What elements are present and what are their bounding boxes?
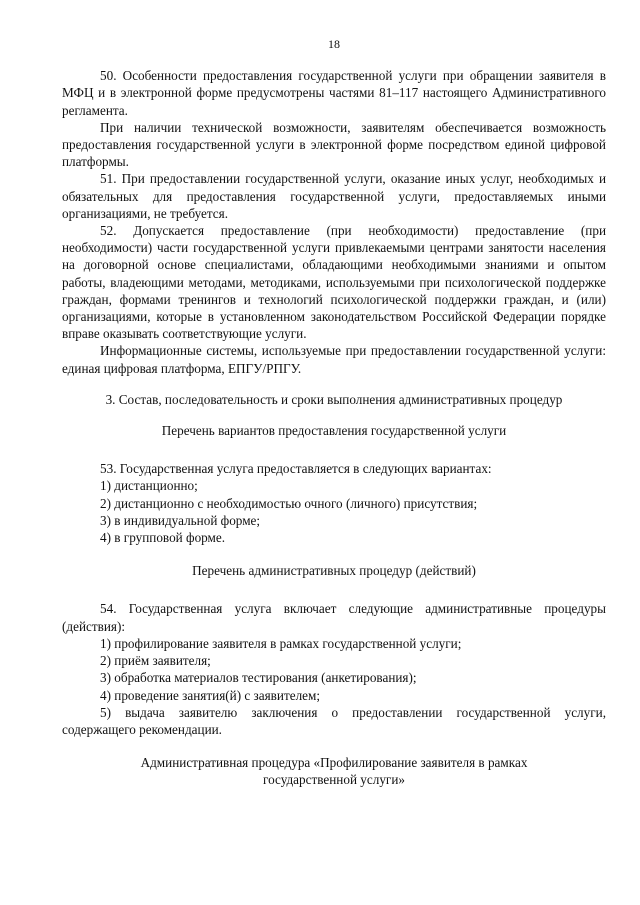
procedure-item: 2) приём заявителя;: [100, 653, 211, 669]
variant-item: 3) в индивидуальной форме;: [100, 512, 261, 528]
section-heading: 3. Состав, последовательность и сроки выполнения административных процедур: [105, 391, 563, 407]
paragraph-53: 53. Государственная услуга предоставляется в следующих вариантах:: [100, 461, 492, 477]
procedure-title-line1: Административная процедура «Профилирование заявителя в рамках: [140, 755, 528, 771]
paragraph-51: 51. При предоставлении государственной услуги, оказание иных услуг, необходимых и обязательных для предоставления государственной услуги, предоставляемых иными организациями, не требуется.: [62, 171, 606, 221]
procedure-item: 4) проведение занятия(й) с заявителем;: [100, 687, 321, 703]
paragraph-52: 52. Допускается предоставление (при необходимости) предоставление (при необходимости) части государственной услуги привлекаемыми центрами занятости населения на договорной основе специалистами, обладающими необходимыми знаниями и опытом работы, владеющими методами, методиками, используемыми при психологической поддержке граждан, формами тренингов и технологий психологической поддержки граждан, и (или) организациями, которые в установленном законодательством Российской Федерации порядке вправе оказывать соответствующие услуги.: [62, 223, 606, 342]
paragraph-50-tech: При наличии технической возможности, заявителям обеспечивается возможность предоставления государственной услуги в электронной форме посредством единой цифровой платформы.: [62, 119, 606, 170]
procedures-heading: Перечень административных процедур (действий): [192, 563, 476, 579]
variant-item: 4) в групповой форме.: [100, 530, 226, 546]
variant-item: 2) дистанционно с необходимостью очного (личного) присутствия;: [100, 495, 478, 511]
paragraph-info-systems: Информационные системы, используемые при предоставлении государственной услуги: единая цифровая платформа, ЕПГУ/РПГУ.: [62, 343, 606, 376]
procedure-title: [62, 754, 606, 788]
procedure-item: 3) обработка материалов тестирования (анкетирования);: [100, 670, 417, 686]
variants-heading: Перечень вариантов предоставления государственной услуги: [161, 423, 507, 439]
page-number: 18: [328, 37, 340, 51]
procedure-item: 5) выдача заявителю заключения о предоставлении государственной услуги, содержащего рекомендации.: [62, 704, 606, 737]
paragraph-54: 54. Государственная услуга включает следующие административные процедуры (действия):: [62, 601, 606, 634]
procedure-title-line2: государственной услуги»: [263, 772, 405, 788]
procedure-item: 1) профилирование заявителя в рамках государственной услуги;: [100, 635, 462, 651]
paragraph-50: 50. Особенности предоставления государственной услуги при обращении заявителя в МФЦ и в электронной форме предусмотрены частями 81–117 настоящего Административного регламента.: [62, 68, 606, 118]
variant-item: 1) дистанционно;: [100, 478, 198, 494]
